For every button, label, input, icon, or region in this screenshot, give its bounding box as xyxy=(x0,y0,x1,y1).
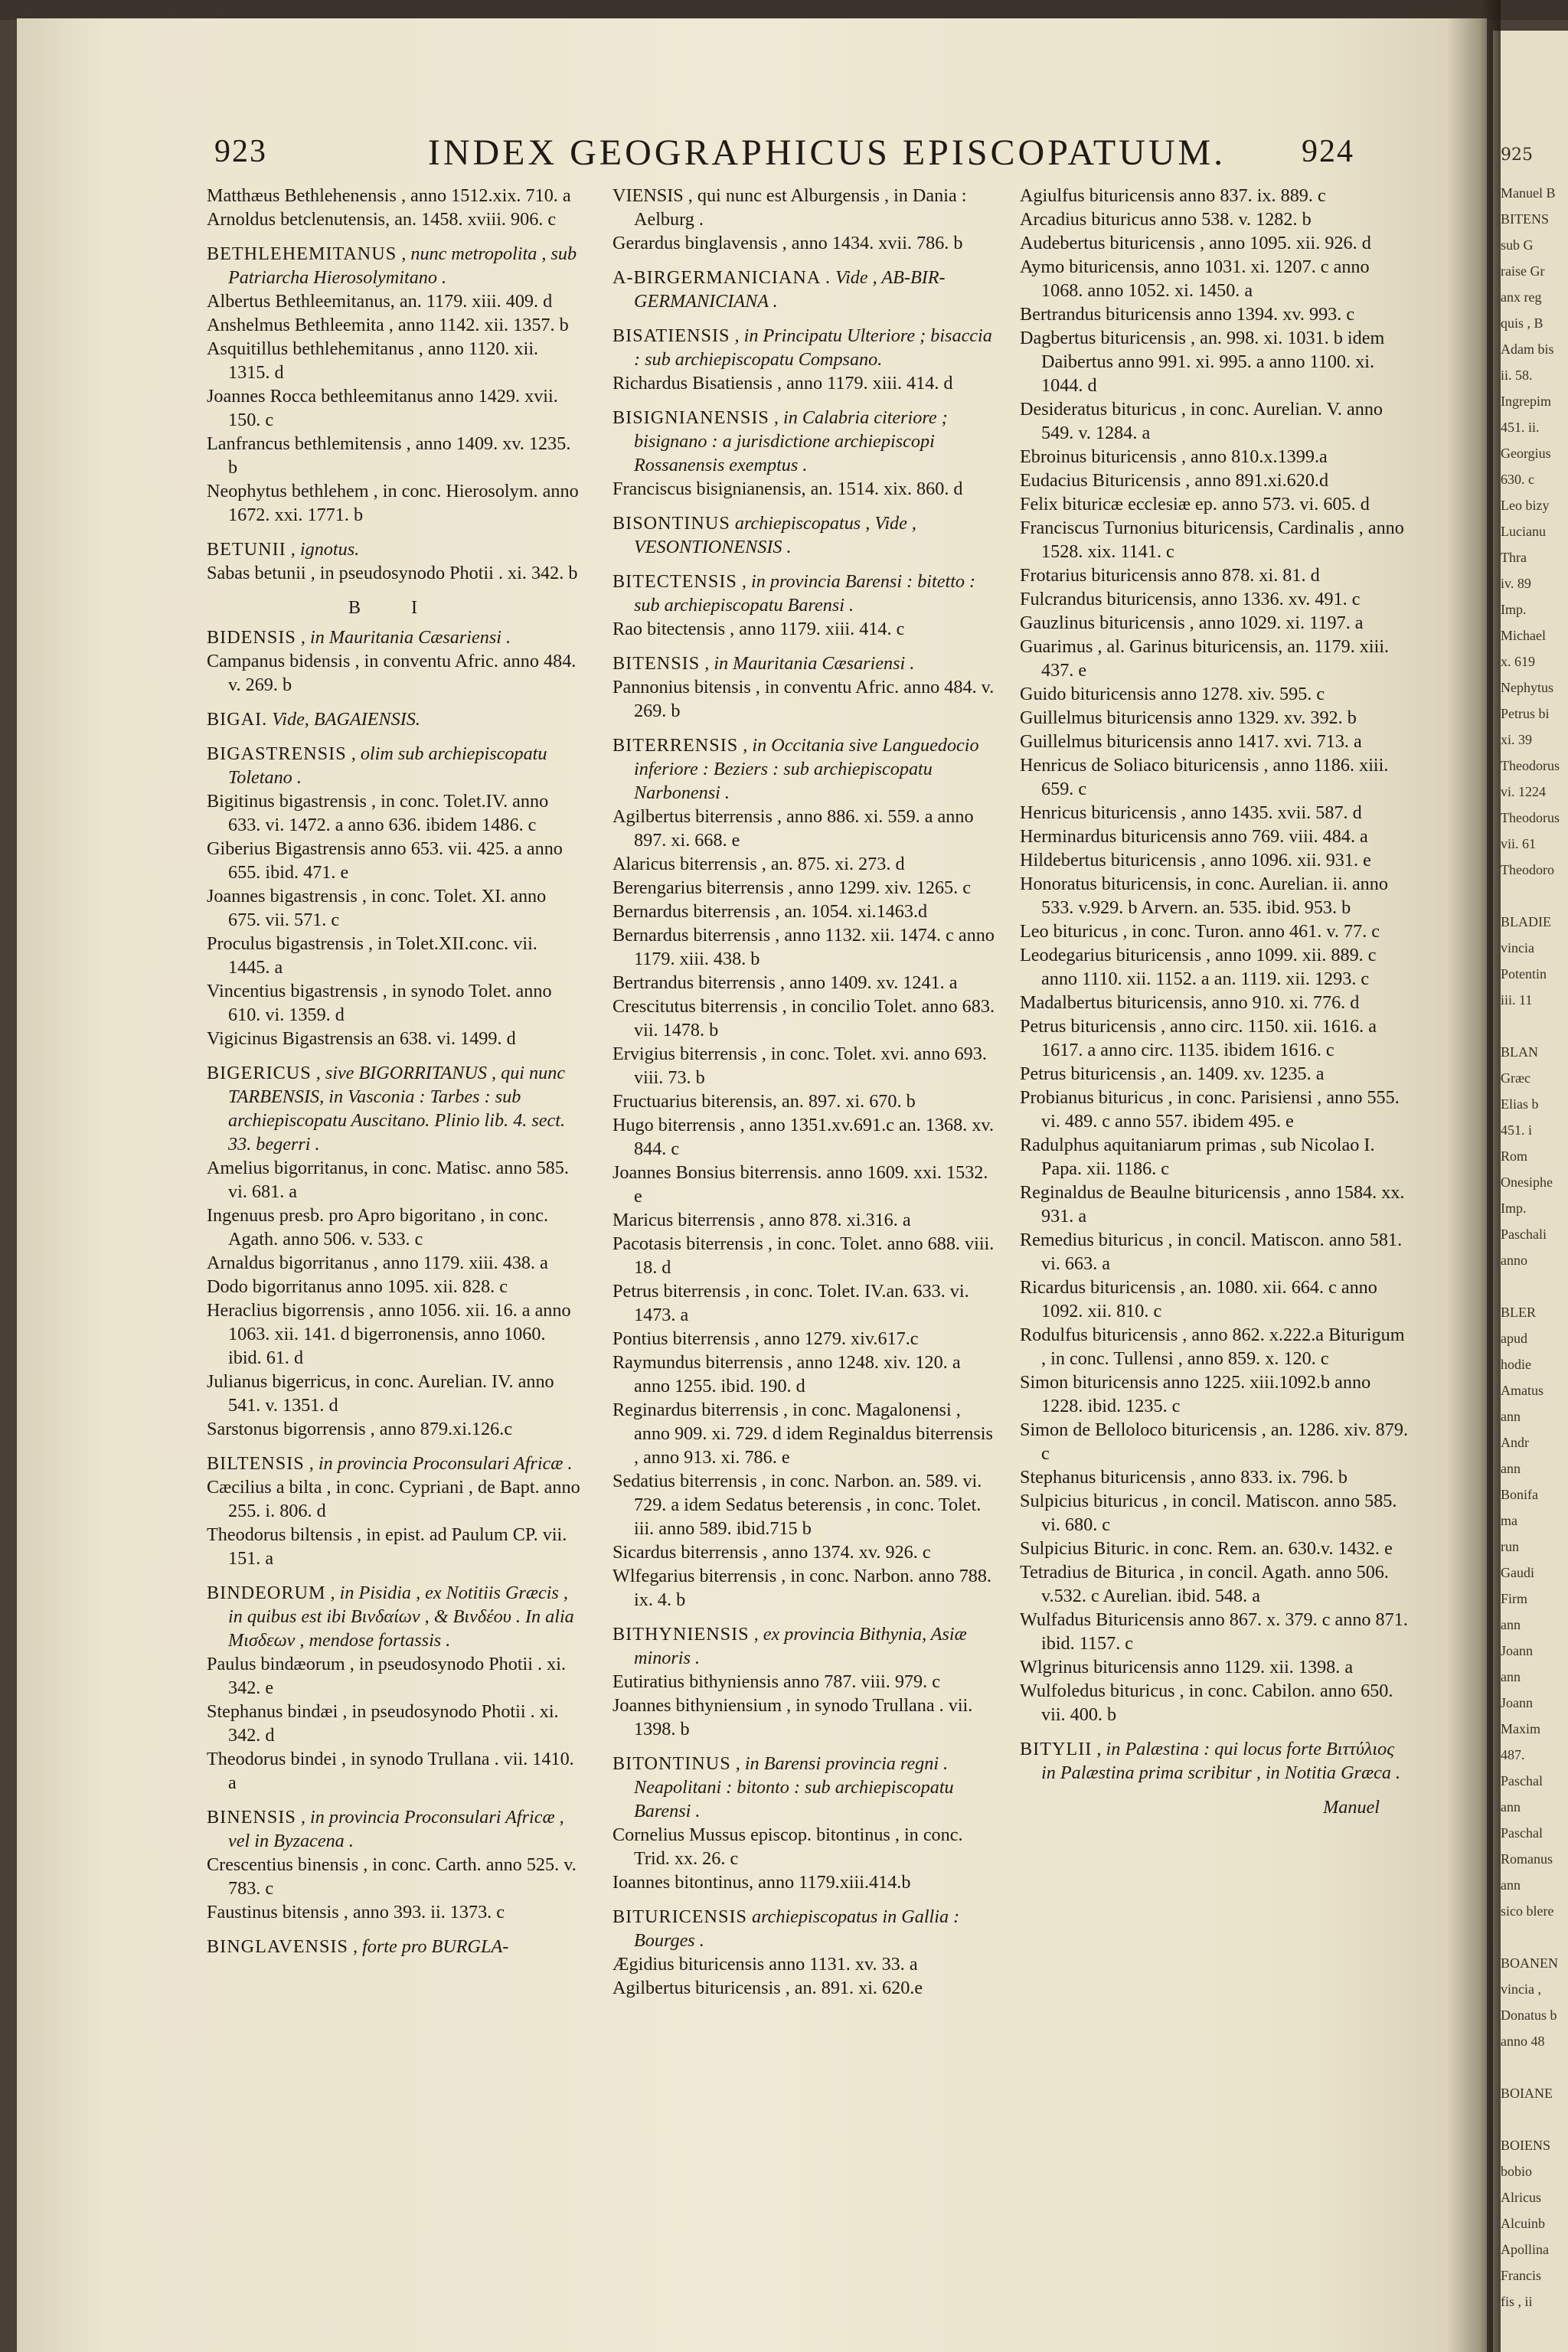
bishop-line: Radulphus aquitaniarum primas , sub Nicolao I. Papa. xii. 1186. c xyxy=(1020,1135,1375,1179)
next-page-lines xyxy=(1493,180,1568,2314)
index-entry xyxy=(612,1752,995,1894)
bishop-line: Giberius Bigastrensis anno 653. vii. 425. a anno 655. ibid. 471. e xyxy=(207,838,563,883)
next-page-fragment: Andr xyxy=(1501,1435,1529,1450)
see-note: , olim sub archiepiscopatu Toletano . xyxy=(228,743,547,788)
bishop-line: Anshelmus Bethleemita , anno 1142. xii. 1357. b xyxy=(207,315,569,335)
index-entry xyxy=(207,1935,582,1958)
bishop-line: Franciscus bisignianensis, an. 1514. xix. 860. d xyxy=(612,479,963,499)
next-page-fragment: Manuel B xyxy=(1501,185,1556,201)
bishop-line: Guido bituricensis anno 1278. xiv. 595. c xyxy=(1020,684,1325,704)
see-note: archiepiscopatus in Gallia : Bourges . xyxy=(634,1906,960,1951)
see-name: BIGERICUS xyxy=(207,1063,312,1083)
bishop-line: Julianus bigerricus, in conc. Aurelian. IV. anno 541. v. 1351. d xyxy=(207,1371,554,1416)
entry-heading xyxy=(612,511,995,559)
page-number-left: 923 xyxy=(214,134,267,169)
bishop-line: Wlgrinus bituricensis anno 1129. xii. 1398. a xyxy=(1020,1657,1354,1677)
bishop-line: VIENSIS , qui nunc est Alburgensis , in Dania : Aelburg . xyxy=(612,185,967,230)
bishop-line: Theodorus bindei , in synodo Trullana . vii. 1410. a xyxy=(207,1749,574,1793)
see-note: , in Principatu Ulteriore ; bisaccia : sub archiepiscopatu Compsano. xyxy=(634,325,992,370)
next-page-fragment xyxy=(1493,2106,1568,2132)
next-page-fragment: 451. i xyxy=(1501,1122,1533,1138)
next-page-fragment: BOIANE xyxy=(1501,2086,1553,2101)
next-page-number: 925 xyxy=(1501,145,1533,165)
bishop-line: Raymundus biterrensis , anno 1248. xiv. 120. a anno 1255. ibid. 190. d xyxy=(612,1352,961,1396)
entry-heading xyxy=(207,1935,582,1958)
next-page-fragment xyxy=(1493,883,1568,909)
bishop-line: Stephanus bituricensis , anno 833. ix. 796. b xyxy=(1020,1467,1348,1488)
next-page-fragment: Michael xyxy=(1501,628,1546,643)
next-page-fragment: Paschal xyxy=(1501,1773,1543,1788)
next-page-fragment: Nephytus xyxy=(1501,680,1553,695)
see-note: , sive BIGORRITANUS , qui nunc TARBENSIS, in Vasconia : Tarbes : sub archiepiscopatu Auscitano. Plinio lib. 4. sect. 33. begerri . xyxy=(228,1063,566,1155)
see-note: , in provincia Proconsulari Africæ , vel in Byzacena . xyxy=(228,1807,564,1851)
entry-heading xyxy=(207,1805,582,1853)
next-page-fragment: sub G xyxy=(1501,237,1534,253)
bishop-line: Fructuarius biterensis, an. 897. xi. 670. b xyxy=(612,1091,916,1112)
page-title: INDEX GEOGRAPHICUS EPISCOPATUUM. xyxy=(427,132,1227,173)
next-page-fragment: 487. xyxy=(1501,1747,1525,1762)
next-page-fragment: Onesiphe xyxy=(1501,1174,1553,1190)
bishop-line: Hildebertus bituricensis , anno 1096. xii. 931. e xyxy=(1020,850,1371,871)
next-page-fragment: Bonifa xyxy=(1501,1487,1538,1502)
bishop-line: Paulus bindæorum , in pseudosynodo Photii . xi. 342. e xyxy=(207,1654,566,1698)
background-strip xyxy=(0,0,1568,20)
entry-heading xyxy=(612,1622,995,1670)
next-page-fragment: Donatus b xyxy=(1501,2007,1557,2023)
index-entry xyxy=(1020,184,1410,1726)
see-note: archiepiscopatus , Vide , VESONTIONENSIS . xyxy=(634,513,916,557)
bishop-line: Wulfadus Bituricensis anno 867. x. 379. c anno 871. ibid. 1157. c xyxy=(1020,1609,1408,1654)
bishop-line: Bernardus biterrensis , an. 1054. xi.1463.d xyxy=(612,901,928,922)
entry-heading xyxy=(612,406,995,477)
bishop-line: Eudacius Bituricensis , anno 891.xi.620.d xyxy=(1020,470,1329,491)
see-note: , nunc metropolita , sub Patriarcha Hierosolymitano . xyxy=(228,243,577,288)
next-page-fragment: Leo bizy xyxy=(1501,498,1550,513)
next-page-fragment: ii. 58. xyxy=(1501,368,1533,383)
bishop-line: Ioannes bitontinus, anno 1179.xiii.414.b xyxy=(612,1872,911,1893)
next-page-fragment: BLAN xyxy=(1501,1044,1538,1060)
entry-heading xyxy=(612,570,995,617)
bishop-line: Rao bitectensis , anno 1179. xiii. 414. c xyxy=(612,619,905,639)
bishop-line: Heraclius bigorrensis , anno 1056. xii. 16. a anno 1063. xii. 141. d bigerronensis, anno 1060. ibid. 61. d xyxy=(207,1300,571,1368)
entry-heading xyxy=(207,1061,582,1156)
see-name: BITECTENSIS xyxy=(612,571,737,592)
bishop-line: Felix bituricæ ecclesiæ ep. anno 573. vi. 605. d xyxy=(1020,494,1370,514)
next-page-fragment: Elias b xyxy=(1501,1096,1539,1112)
next-page-fragment: iv. 89 xyxy=(1501,576,1531,591)
bishop-line: Petrus bituricensis , anno circ. 1150. xii. 1616. a 1617. a anno circ. 1135. ibidem 1616. c xyxy=(1020,1016,1377,1060)
see-name: BITURICENSIS xyxy=(612,1906,747,1927)
next-page-fragment: Imp. xyxy=(1501,602,1527,617)
bishop-line: Agiulfus bituricensis anno 837. ix. 889. c xyxy=(1020,185,1326,206)
index-entry xyxy=(612,511,995,559)
next-page-fragment: anno 48 xyxy=(1501,2034,1545,2049)
bishop-line: Dodo bigorritanus anno 1095. xii. 828. c xyxy=(207,1276,508,1297)
bishop-line: Lanfrancus bethlemitensis , anno 1409. xv. 1235. b xyxy=(207,433,571,478)
see-note: Vide , AB-BIR-GERMANICIANA . xyxy=(634,267,946,312)
bishop-line: Henricus de Soliaco bituricensis , anno 1186. xiii. 659. c xyxy=(1020,755,1389,799)
bishop-line: Vincentius bigastrensis , in synodo Tolet. anno 610. vi. 1359. d xyxy=(207,981,552,1025)
index-entry xyxy=(612,184,995,255)
next-page-fragment: BLADIE xyxy=(1501,914,1551,929)
bishop-line: Sedatius biterrensis , in conc. Narbon. an. 589. vi. 729. a idem Sedatus beterensis , in conc. Tolet. iii. anno 589. ibid.715 b xyxy=(612,1471,982,1539)
bishop-line: Joannes bigastrensis , in conc. Tolet. XI. anno 675. vii. 571. c xyxy=(207,886,547,930)
bishop-line: Arnaldus bigorritanus , anno 1179. xiii. 438. a xyxy=(207,1253,548,1273)
next-page-fragment: ann xyxy=(1501,1461,1521,1476)
bishop-line: Bertrandus biterrensis , anno 1409. xv. 1241. a xyxy=(612,972,958,993)
index-entry xyxy=(207,184,582,231)
see-note: , in Mauritania Cæsariensi . xyxy=(704,653,915,674)
next-page-fragment: ann xyxy=(1501,1617,1521,1632)
see-name: BISIGNIANENSIS xyxy=(612,407,769,428)
bishop-line: Proculus bigastrensis , in Tolet.XII.conc. vii. 1445. a xyxy=(207,933,537,978)
next-page-fragment: Theodorus xyxy=(1501,758,1560,773)
index-entry xyxy=(612,266,995,313)
next-page-fragment xyxy=(1493,1273,1568,1299)
see-name: BINGLAVENSIS xyxy=(207,1936,348,1957)
bishop-line: Matthæus Bethlehenensis , anno 1512.xix. 710. a xyxy=(207,185,571,206)
index-entry xyxy=(612,652,995,723)
see-note: Vide, BAGAIENSIS. xyxy=(272,709,420,730)
bishop-line: Alaricus biterrensis , an. 875. xi. 273. d xyxy=(612,854,905,874)
next-page-fragment: quis , B xyxy=(1501,315,1544,331)
index-entry xyxy=(207,1452,582,1570)
next-page-edge xyxy=(1493,31,1568,2352)
column-2 xyxy=(612,184,995,2011)
next-page-fragment: ann xyxy=(1501,1409,1521,1424)
see-note: , in Palæstina : qui locus forte Βιττύλιος in Palæstina prima scribitur , in Notitia Græca . xyxy=(1041,1739,1401,1783)
next-page-fragment: Paschal xyxy=(1501,1825,1543,1841)
next-page-fragment: BLER xyxy=(1501,1305,1537,1320)
see-note: , in Mauritania Cæsariensi . xyxy=(300,627,511,648)
bishop-line: Fulcrandus bituricensis, anno 1336. xv. 491. c xyxy=(1020,589,1361,609)
bishop-line: Stephanus bindæi , in pseudosynodo Photii . xi. 342. d xyxy=(207,1701,559,1746)
see-name: BITHYNIENSIS xyxy=(612,1624,750,1645)
catchword: Manuel xyxy=(1323,1797,1380,1818)
next-page-fragment: Alricus xyxy=(1501,2190,1541,2205)
next-page-fragment: iii. 11 xyxy=(1501,992,1533,1008)
next-page-fragment: Theodorus xyxy=(1501,810,1560,825)
entry-heading xyxy=(612,1752,995,1823)
next-page-fragment: Potentin xyxy=(1501,966,1547,982)
see-note: , ignotus. xyxy=(290,539,360,560)
next-page-fragment xyxy=(1493,1013,1568,1039)
next-page-fragment: Amatus xyxy=(1501,1383,1544,1398)
see-name: BITENSIS xyxy=(612,653,701,674)
next-page-fragment: Thra xyxy=(1501,550,1527,565)
next-page-fragment: sico blere xyxy=(1501,1903,1554,1919)
bishop-line: Pontius biterrensis , anno 1279. xiv.617.c xyxy=(612,1328,919,1349)
next-page-fragment: Maxim xyxy=(1501,1721,1540,1736)
next-page-fragment: bobio xyxy=(1501,2164,1533,2179)
bishop-line: Simon bituricensis anno 1225. xiii.1092.b anno 1228. ibid. 1235. c xyxy=(1020,1372,1371,1416)
bishop-line: Probianus bituricus , in conc. Parisiensi , anno 555. vi. 489. c anno 557. ibidem 495. e xyxy=(1020,1087,1400,1132)
next-page-fragment: Firm xyxy=(1501,1591,1528,1606)
next-page-fragment: Alcuinb xyxy=(1501,2216,1545,2231)
bishop-line: Sicardus biterrensis , anno 1374. xv. 926. c xyxy=(612,1542,931,1563)
bishop-line: Joannes Rocca bethleemitanus anno 1429. xvii. 150. c xyxy=(207,386,558,430)
next-page-fragment: Joann xyxy=(1501,1695,1533,1710)
see-name: BINENSIS xyxy=(207,1807,296,1828)
next-page-fragment: Paschali xyxy=(1501,1227,1547,1242)
bishop-line: Frotarius bituricensis anno 878. xi. 81. d xyxy=(1020,565,1320,586)
index-entry xyxy=(612,406,995,501)
bishop-line: Ricardus bituricensis , an. 1080. xii. 664. c anno 1092. xii. 810. c xyxy=(1020,1277,1377,1321)
next-page-fragment: ma xyxy=(1501,1513,1517,1528)
see-name: BINDEORUM xyxy=(207,1583,326,1603)
next-page-fragment: vincia xyxy=(1501,940,1534,956)
gutter-shadow xyxy=(1447,0,1501,2352)
next-page-fragment: apud xyxy=(1501,1331,1527,1346)
bishop-line: Ægidius bituricensis anno 1131. xv. 33. a xyxy=(612,1954,918,1975)
bishop-line: Faustinus bitensis , anno 393. ii. 1373. c xyxy=(207,1902,505,1922)
see-note: , in Pisidia , ex Notitiis Græcis , in quibus est ibi Βινδαίων , & Βινδέου . In alia Μισδεων , mendose fortassis . xyxy=(228,1583,574,1651)
index-entry xyxy=(207,1061,582,1441)
bishop-line: Asquitillus bethlehemitanus , anno 1120. xii. 1315. d xyxy=(207,338,539,383)
bishop-line: Leo bituricus , in conc. Turon. anno 461. v. 77. c xyxy=(1020,921,1380,942)
bishop-line: Madalbertus bituricensis, anno 910. xi. 776. d xyxy=(1020,992,1360,1013)
see-name: BILTENSIS xyxy=(207,1453,305,1474)
bishop-line: Richardus Bisatiensis , anno 1179. xiii. 414. d xyxy=(612,373,953,394)
bishop-line: Theodorus biltensis , in epist. ad Paulum CP. vii. 151. a xyxy=(207,1524,567,1569)
next-page-fragment: ann xyxy=(1501,1799,1521,1815)
bishop-line: Arnoldus betclenutensis, an. 1458. xviii. 906. c xyxy=(207,209,557,230)
bishop-line: Pacotasis biterrensis , in conc. Tolet. anno 688. viii. 18. d xyxy=(612,1233,995,1278)
see-note: , in Calabria citeriore ; bisignano : a jurisdictione archiepiscopi Rossanensis exemptus . xyxy=(634,407,948,475)
next-page-fragment: Lucianu xyxy=(1501,524,1546,539)
next-page-fragment: Græc xyxy=(1501,1070,1530,1086)
bishop-line: Eutiratius bithyniensis anno 787. viii. 979. c xyxy=(612,1671,940,1692)
next-page-fragment: vi. 1224 xyxy=(1501,784,1547,799)
entry-heading xyxy=(207,742,582,789)
section-heading: B I xyxy=(348,597,441,618)
entry-heading xyxy=(207,707,582,731)
column-3 xyxy=(1020,184,1410,1819)
next-page-fragment xyxy=(1493,2054,1568,2080)
page-number-right: 924 xyxy=(1302,134,1354,169)
next-page-fragment: 630. c xyxy=(1501,472,1534,487)
bishop-line: Wlfegarius biterrensis , in conc. Narbon. anno 788. ix. 4. b xyxy=(612,1566,992,1610)
next-page-fragment: raise Gr xyxy=(1501,263,1545,279)
see-note: , in Barensi provincia regni . Neapolitani : bitonto : sub archiepiscopatu Barensi . xyxy=(634,1753,954,1821)
see-name: BETHLEHEMITANUS xyxy=(207,243,397,264)
index-entry xyxy=(612,1905,995,2000)
next-page-fragment: run xyxy=(1501,1539,1519,1554)
next-page-fragment: hodie xyxy=(1501,1357,1531,1372)
see-note: , ex provincia Bithynia, Asiæ minoris . xyxy=(634,1624,967,1668)
index-entry xyxy=(612,570,995,641)
see-name: BIDENSIS xyxy=(207,627,296,648)
bishop-line: Simon de Belloloco bituricensis , an. 1286. xiv. 879. c xyxy=(1020,1419,1408,1464)
next-page-fragment: Apollina xyxy=(1501,2242,1549,2257)
next-page-fragment: Ingrepim xyxy=(1501,394,1551,409)
bishop-line: Henricus bituricensis , anno 1435. xvii. 587. d xyxy=(1020,802,1362,823)
index-entry xyxy=(207,1805,582,1924)
next-page-fragment: fis , ii xyxy=(1501,2294,1533,2309)
next-page-fragment: BOANEN xyxy=(1501,1955,1558,1971)
bishop-line: Dagbertus bituricensis , an. 998. xi. 1031. b idem Daibertus anno 991. xi. 995. a anno 1100. xi. 1044. d xyxy=(1020,328,1385,396)
bishop-line: Remedius bituricus , in concil. Matiscon. anno 581. vi. 663. a xyxy=(1020,1230,1403,1274)
bishop-line: Joannes Bonsius biterrensis. anno 1609. xxi. 1532. e xyxy=(612,1162,988,1207)
see-note: , in provincia Proconsulari Africæ . xyxy=(309,1453,573,1474)
see-name: BITERRENSIS xyxy=(612,735,739,756)
index-entry xyxy=(1020,1737,1410,1785)
next-page-fragment: Petrus bi xyxy=(1501,706,1550,721)
column-1 xyxy=(207,184,582,1969)
bishop-line: Sarstonus bigorrensis , anno 879.xi.126.c xyxy=(207,1419,513,1439)
bishop-line: Desideratus bituricus , in conc. Aurelian. V. anno 549. v. 1284. a xyxy=(1020,399,1383,443)
bishop-line: Leodegarius bituricensis , anno 1099. xii. 889. c anno 1110. xii. 1152. a an. 1119. xii. 1293. c xyxy=(1020,945,1377,989)
bishop-line: Cæcilius a bilta , in conc. Cypriani , de Bapt. anno 255. i. 806. d xyxy=(207,1477,580,1521)
bishop-line: Honoratus bituricensis, in conc. Aurelian. ii. anno 533. v.929. b Arvern. an. 535. ibid. 953. b xyxy=(1020,874,1388,918)
next-page-fragment: ann xyxy=(1501,1669,1521,1684)
see-note: , forte pro BURGLA- xyxy=(352,1936,509,1957)
bishop-line: Petrus biterrensis , in conc. Tolet. IV.an. 633. vi. 1473. a xyxy=(612,1281,969,1325)
bishop-line: Herminardus bituricensis anno 769. viii. 484. a xyxy=(1020,826,1368,847)
bishop-line: Rodulfus bituricensis , anno 862. x.222.a Biturigum , in conc. Tullensi , anno 859. x. 120. c xyxy=(1020,1325,1405,1369)
bishop-line: Audebertus bituricensis , anno 1095. xii. 926. d xyxy=(1020,233,1371,253)
next-page-fragment: Rom xyxy=(1501,1148,1528,1164)
entry-heading xyxy=(612,733,995,805)
bishop-line: Maricus biterrensis , anno 878. xi.316. a xyxy=(612,1210,911,1230)
bishop-line: Reginaldus de Beaulne bituricensis , anno 1584. xx. 931. a xyxy=(1020,1182,1405,1227)
bishop-line: Bigitinus bigastrensis , in conc. Tolet.IV. anno 633. vi. 1472. a anno 636. ibidem 1486. c xyxy=(207,791,549,835)
next-page-fragment: 451. ii. xyxy=(1501,420,1540,435)
next-page-fragment: vincia , xyxy=(1501,1981,1541,1997)
entry-heading xyxy=(612,1905,995,1952)
next-page-fragment: Imp. xyxy=(1501,1200,1527,1216)
next-page-fragment: Francis xyxy=(1501,2268,1541,2283)
bishop-line: Guillelmus bituricensis anno 1329. xv. 392. b xyxy=(1020,707,1357,728)
index-entry xyxy=(207,242,582,527)
next-page-fragment xyxy=(1493,1924,1568,1950)
bishop-line: Franciscus Turnonius bituricensis, Cardinalis , anno 1528. xix. 1141. c xyxy=(1020,518,1404,562)
bishop-line: Neophytus bethlehem , in conc. Hierosolym. anno 1672. xxi. 1771. b xyxy=(207,481,579,525)
bishop-line: Sulpicius Bituric. in conc. Rem. an. 630.v. 1432. e xyxy=(1020,1538,1393,1559)
next-page-fragment: anx reg xyxy=(1501,289,1542,305)
index-entry xyxy=(612,1622,995,1741)
bishop-line: Vigicinus Bigastrensis an 638. vi. 1499. d xyxy=(207,1028,516,1049)
next-page-fragment: x. 619 xyxy=(1501,654,1535,669)
bishop-line: Cornelius Mussus episcop. bitontinus , in conc. Trid. xx. 26. c xyxy=(612,1824,963,1869)
next-page-fragment: Romanus xyxy=(1501,1851,1553,1867)
bishop-line: Gerardus binglavensis , anno 1434. xvii. 786. b xyxy=(612,233,963,253)
see-name: BISONTINUS xyxy=(612,513,730,534)
bishop-line: Guarimus , al. Garinus bituricensis, an. 1179. xiii. 437. e xyxy=(1020,636,1390,681)
bishop-line: Berengarius biterrensis , anno 1299. xiv. 1265. c xyxy=(612,877,971,898)
next-page-fragment: Adam bis xyxy=(1501,341,1554,357)
entry-heading xyxy=(207,626,582,649)
see-name: BITYLII xyxy=(1020,1739,1093,1759)
bishop-line: Agilbertus biterrensis , anno 886. xi. 559. a anno 897. xi. 668. e xyxy=(612,806,974,851)
entry-heading xyxy=(1020,1737,1410,1785)
next-page-fragment: BOIENS xyxy=(1501,2138,1551,2153)
index-entry xyxy=(207,626,582,697)
bishop-line: Pannonius bitensis , in conventu Afric. anno 484. v. 269. b xyxy=(612,677,995,721)
see-name: BETUNII xyxy=(207,539,286,560)
entry-heading xyxy=(612,652,995,675)
entry-heading xyxy=(612,324,995,371)
bishop-line: Albertus Bethleemitanus, an. 1179. xiii. 409. d xyxy=(207,291,553,312)
bishop-line: Campanus bidensis , in conventu Afric. anno 484. v. 269. b xyxy=(207,651,577,695)
entry-heading xyxy=(207,1581,582,1652)
index-entry xyxy=(207,1581,582,1795)
see-name: BISATIENSIS xyxy=(612,325,730,346)
bishop-line: Sulpicius bituricus , in concil. Matiscon. anno 585. vi. 680. c xyxy=(1020,1491,1397,1535)
next-page-fragment: Gaudi xyxy=(1501,1565,1534,1580)
bishop-line: Crescentius binensis , in conc. Carth. anno 525. v. 783. c xyxy=(207,1854,577,1899)
bishop-line: Joannes bithyniensium , in synodo Trullana . vii. 1398. b xyxy=(612,1695,973,1740)
entry-heading xyxy=(612,266,995,313)
next-page-fragment: Joann xyxy=(1501,1643,1533,1658)
bishop-line: Ebroinus bituricensis , anno 810.x.1399.a xyxy=(1020,446,1328,467)
bishop-line: Arcadius bituricus anno 538. v. 1282. b xyxy=(1020,209,1312,230)
entry-heading xyxy=(207,242,582,289)
entry-heading xyxy=(207,1452,582,1475)
bishop-line: Bertrandus bituricensis anno 1394. xv. 993. c xyxy=(1020,304,1355,325)
see-name: A-BIRGERMANICIANA . xyxy=(612,267,831,288)
index-entry xyxy=(207,742,582,1050)
index-entry xyxy=(612,324,995,395)
index-entry xyxy=(207,707,582,731)
bishop-line: Agilbertus bituricensis , an. 891. xi. 620.e xyxy=(612,1978,923,1998)
next-page-fragment: ann xyxy=(1501,1877,1521,1893)
bishop-line: Hugo biterrensis , anno 1351.xv.691.c an. 1368. xv. 844. c xyxy=(612,1115,995,1159)
bishop-line: Gauzlinus bituricensis , anno 1029. xi. 1197. a xyxy=(1020,612,1364,633)
bishop-line: Sabas betunii , in pseudosynodo Photii . xi. 342. b xyxy=(207,563,578,583)
bishop-line: Bernardus biterrensis , anno 1132. xii. 1474. c anno 1179. xiii. 438. b xyxy=(612,925,995,969)
bishop-line: Crescitutus biterrensis , in concilio Tolet. anno 683. vii. 1478. b xyxy=(612,996,995,1040)
bishop-line: Ingenuus presb. pro Apro bigoritano , in conc. Agath. anno 506. v. 533. c xyxy=(207,1205,549,1250)
next-page-fragment: Georgius xyxy=(1501,446,1551,461)
next-page-fragment: Theodoro xyxy=(1501,862,1554,877)
bishop-line: Ervigius biterrensis , in conc. Tolet. xvi. anno 693. viii. 73. b xyxy=(612,1044,987,1088)
bishop-line: Petrus bituricensis , an. 1409. xv. 1235. a xyxy=(1020,1063,1325,1084)
next-page-fragment: xi. 39 xyxy=(1501,732,1533,747)
bishop-line: Reginardus biterrensis , in conc. Magalonensi , anno 909. xi. 729. d idem Reginaldus biterrensis , anno 913. xi. 786. e xyxy=(612,1400,993,1468)
see-name: BITONTINUS xyxy=(612,1753,731,1774)
index-entry xyxy=(612,733,995,1612)
next-page-fragment: BITENS xyxy=(1501,211,1549,227)
entry-heading xyxy=(207,537,582,561)
bishop-line: Guillelmus bituricensis anno 1417. xvi. 713. a xyxy=(1020,731,1362,752)
bishop-line: Wulfoledus bituricus , in conc. Cabilon. anno 650. vii. 400. b xyxy=(1020,1681,1393,1725)
see-note: , in Occitania sive Languedocio inferiore : Beziers : sub archiepiscopatu Narbonensi . xyxy=(634,735,979,803)
see-name: BIGASTRENSIS xyxy=(207,743,347,764)
bishop-line: Amelius bigorritanus, in conc. Matisc. anno 585. vi. 681. a xyxy=(207,1158,569,1202)
see-note: , in provincia Barensi : bitetto : sub archiepiscopatu Barensi . xyxy=(634,571,976,616)
see-name: BIGAI. xyxy=(207,709,268,730)
next-page-fragment: anno xyxy=(1501,1253,1527,1268)
next-page-fragment: vii. 61 xyxy=(1501,836,1537,851)
index-entry xyxy=(207,537,582,585)
bishop-line: Aymo bituricensis, anno 1031. xi. 1207. c anno 1068. anno 1052. xi. 1450. a xyxy=(1020,256,1370,301)
bishop-line: Tetradius de Biturica , in concil. Agath. anno 506. v.532. c Aurelian. ibid. 548. a xyxy=(1020,1562,1389,1606)
